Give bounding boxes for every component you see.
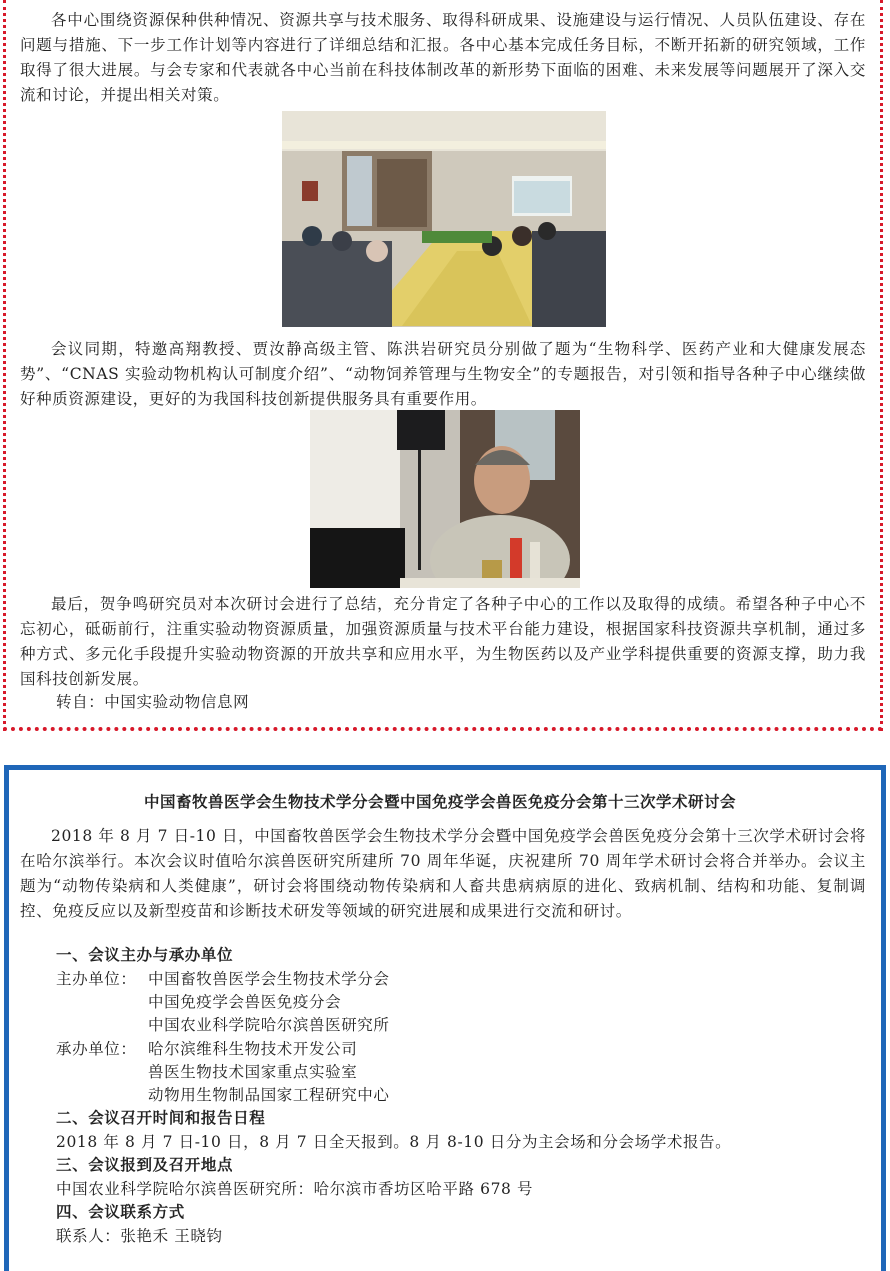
meeting-room-photo — [282, 111, 606, 327]
host-label: 主办单位： — [56, 970, 137, 988]
announcement-title: 中国畜牧兽医学会生物技术学分会暨中国免疫学会兽医免疫分会第十三次学术研讨会 — [143, 792, 736, 811]
heading-contact: 四、会议联系方式 — [56, 1202, 185, 1221]
organizer-item: 动物用生物制品国家工程研究中心 — [148, 1086, 390, 1104]
source-credit: 转自：中国实验动物信息网 — [56, 693, 250, 711]
paragraph-center-reports: 各中心围绕资源保种供种情况、资源共享与技术服务、取得科研成果、设施建设与运行情况、人员队伍建设、存在问题与措施、下一步工作计划等内容进行了详细总结和汇报。各中心基本完成任务目标，不断开拓新的研究领域，工作取得了很大进展。与会专家和代表就各中心当前在科技体制改革的新形势下面临的困难、未来发展等问题展开了深入交流和讨论，并提出相关对策。 — [20, 11, 866, 104]
schedule-text: 2018 年 8 月 7 日-10 日，8 月 7 日全天报到。8 月 8-10 日分为主会场和分会场学术报告。 — [56, 1133, 732, 1151]
heading-hosts: 一、会议主办与承办单位 — [56, 945, 234, 964]
organizer-label: 承办单位： — [56, 1040, 137, 1058]
host-item: 中国畜牧兽医学会生物技术学分会 — [148, 970, 390, 988]
organizer-item: 哈尔滨维科生物技术开发公司 — [148, 1040, 358, 1058]
organizer-item: 兽医生物技术国家重点实验室 — [148, 1063, 358, 1081]
heading-schedule: 二、会议召开时间和报告日程 — [56, 1108, 266, 1127]
paragraph-summary: 最后，贺争鸣研究员对本次研讨会进行了总结，充分肯定了各种子中心的工作以及取得的成绩。希望各种子中心不忘初心，砥砺前行，注重实验动物资源质量，加强资源质量与技术平台能力建设，根据国家科技资源共享机制，通过多种方式、多元化手段提升实验动物资源的开放共享和应用水平，为生物医药以及产业学科提供重要的资源支撑，助力我国科技创新发展。 — [20, 595, 866, 688]
speaker-photo — [310, 410, 580, 588]
contact-text: 联系人：张艳禾 王晓钧 — [56, 1227, 223, 1245]
venue-text: 中国农业科学院哈尔滨兽医研究所：哈尔滨市香坊区哈平路 678 号 — [56, 1180, 534, 1198]
heading-venue: 三、会议报到及召开地点 — [56, 1155, 234, 1174]
host-item: 中国农业科学院哈尔滨兽医研究所 — [148, 1016, 390, 1034]
paragraph-special-reports: 会议同期，特邀高翔教授、贾汝静高级主管、陈洪岩研究员分别做了题为“生物科学、医药产业和大健康发展态势”、“CNAS 实验动物机构认可制度介绍”、“动物饲养管理与生物安全”的专题报告，对引领和指导各种子中心继续做好种质资源建设，更好的为我国科技创新提供服务具有重要作用。 — [20, 340, 866, 408]
announcement-intro: 2018 年 8 月 7 日-10 日，中国畜牧兽医学会生物技术学分会暨中国免疫学会兽医免疫分会第十三次学术研讨会将在哈尔滨举行。本次会议时值哈尔滨兽医研究所建所 70 周年华诞，庆祝建所 70 周年学术研讨会将合并举办。会议主题为“动物传染病和人类健康”，研讨会将围绕动物传染病和人畜共患病病原的进化、致病机制、结构和功能、复制调控、免疫反应以及新型疫苗和诊断技术研发等领域的研究进展和成果进行交流和研讨。 — [20, 827, 866, 920]
host-item: 中国免疫学会兽医免疫分会 — [148, 993, 342, 1011]
